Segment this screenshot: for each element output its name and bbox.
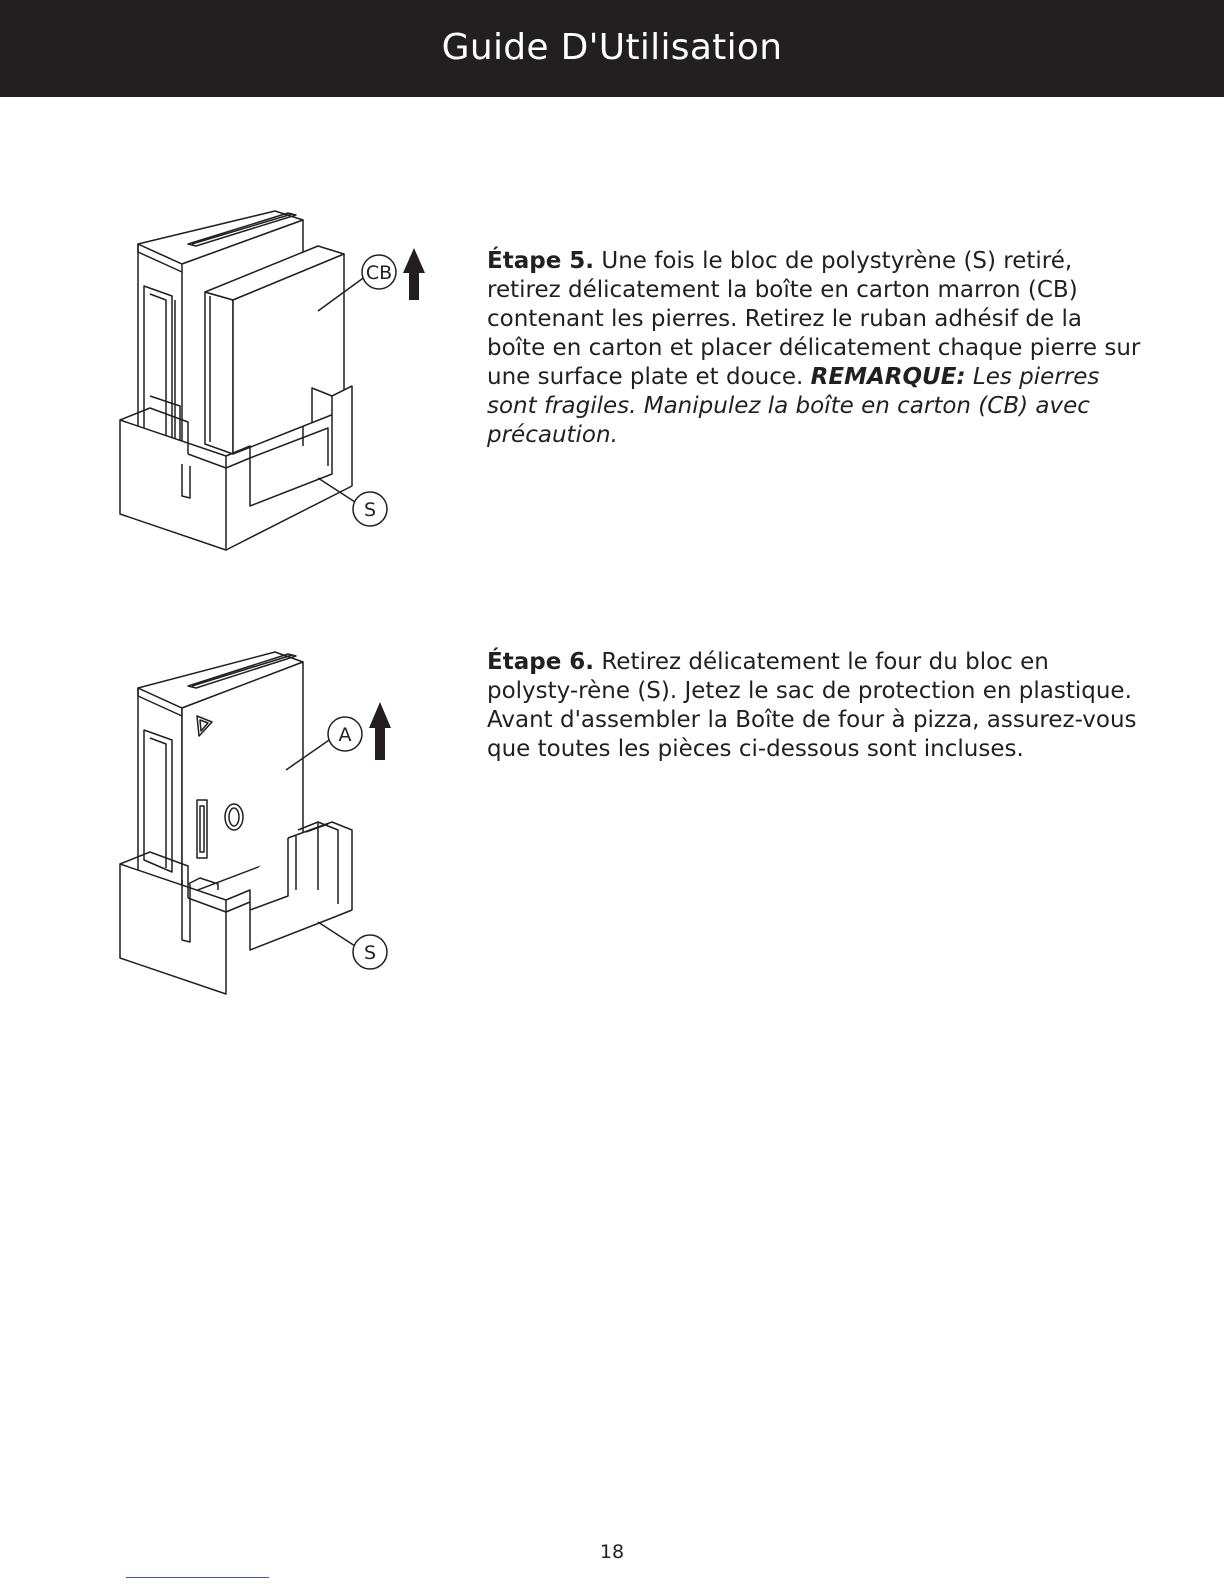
step5-text [487,247,1147,450]
up-arrow-icon [403,248,425,300]
step5-title: Étape 5. [487,248,595,274]
step5-illustration [100,196,440,566]
step6-text [487,648,1147,764]
step5-remark-text: Les pierres sont fragiles. Manipulez la boîte en carton (CB) avec précaution. [487,364,1100,448]
up-arrow-icon [369,702,391,760]
step6-title: Étape 6. [487,649,595,675]
step6-illustration [100,640,440,1010]
callout-s-label: S [363,499,377,521]
callout-a-label: A [338,724,352,746]
page-title: Guide D'Utilisation [441,27,783,68]
leader-line-s [318,922,355,946]
footer-rule [126,1577,269,1578]
page-header [0,0,1224,97]
step5-body: Une fois le bloc de polystyrène (S) retiré, retirez délicatement la boîte en carton marron (CB) contenant les pierres. Retirez le ruban adhésif de la boîte en carton et placer délicatement chaque pierre sur une surface plate et douce. [487,248,1141,390]
callout-s-label: S [363,942,377,964]
callout-cb-label: CB [365,262,393,284]
step6-body: Retirez délicatement le four du bloc en polysty-rène (S). Jetez le sac de protection en plastique. Avant d'assembler la Boîte de four à pizza, assurez-vous que toutes les pièces ci-dessous sont incluses. [487,649,1137,762]
step5-remark-label: REMARQUE: [810,364,966,390]
page-number: 18 [599,1541,625,1563]
